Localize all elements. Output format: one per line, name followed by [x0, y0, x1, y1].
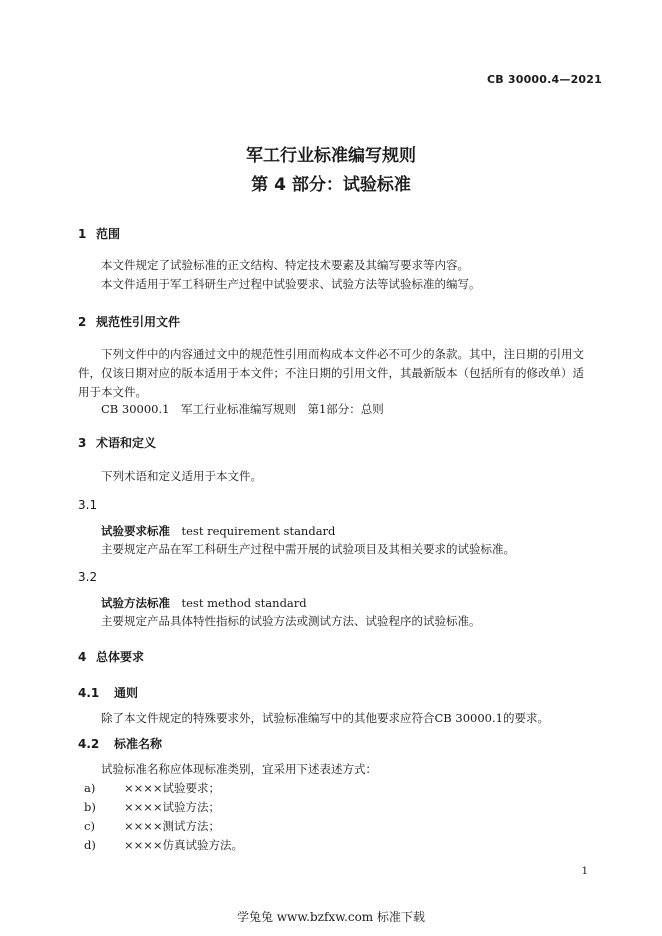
list-item: d) ××××仿真试验方法。	[84, 838, 244, 852]
standard-code: CB 30000.4—2021	[486, 73, 602, 86]
term-3-1-number: 3.1	[78, 498, 98, 512]
list-item: c) ××××测试方法；	[84, 819, 221, 833]
term-english: test requirement standard	[181, 524, 336, 538]
term-3-2-definition: 主要规定产品具体特性指标的试验方法或测试方法、试验程序的试验标准。	[101, 614, 481, 628]
term-english: test method standard	[181, 596, 307, 610]
section-number: 3	[78, 436, 87, 450]
term-3-2-number: 3.2	[78, 570, 98, 584]
list-item: b) ××××试验方法；	[84, 800, 221, 814]
subsection-4-1-heading	[78, 684, 138, 701]
subsection-number: 4.2	[78, 737, 100, 751]
section-2-heading	[78, 313, 180, 330]
subsection-4-2-heading	[78, 735, 162, 752]
list-item: a) ××××试验要求；	[84, 781, 221, 795]
section-title: 总体要求	[96, 650, 145, 664]
document-title: 军工行业标准编写规则	[246, 146, 416, 166]
section-number: 2	[78, 315, 87, 329]
paragraph-title-naming: 试验标准名称应体现标准类别，宜采用下述表述方式：	[101, 762, 377, 776]
term-3-1-definition: 主要规定产品在军工科研生产过程中需开展的试验项目及其相关要求的试验标准。	[101, 542, 515, 556]
paragraph-references: 下列文件中的内容通过文中的规范性引用而构成本文件必不可少的条款。其中，注日期的引用文件，仅该日期对应的版本适用于本文件；不注日期的引用文件，其最新版本（包括所有的修改单）适用于本文件。	[78, 347, 584, 399]
section-title: 范围	[96, 227, 121, 241]
paragraph-scope-2: 本文件适用于军工科研生产过程中试验要求、试验方法等试验标准的编写。	[101, 277, 481, 291]
subsection-title: 通则	[114, 686, 139, 700]
term-name: 试验方法标准	[101, 596, 170, 610]
section-number: 4	[78, 650, 87, 664]
subsection-title: 标准名称	[114, 737, 163, 751]
term-3-2	[101, 595, 307, 611]
section-4-heading	[78, 648, 144, 665]
paragraph-scope-1: 本文件规定了试验标准的正文结构、特定技术要素及其编写要求等内容。	[101, 258, 469, 272]
document-subtitle: 第 4 部分：试验标准	[251, 175, 411, 195]
reference-item: CB 30000.1 军工行业标准编写规则 第1部分：总则	[101, 402, 384, 416]
paragraph-general: 除了本文件规定的特殊要求外，试验标准编写中的其他要求应符合CB 30000.1的要求。	[101, 711, 549, 725]
section-3-heading	[78, 434, 156, 451]
section-title: 规范性引用文件	[96, 315, 181, 329]
page-number: 1	[581, 866, 588, 877]
term-3-1	[101, 523, 335, 539]
section-1-heading	[78, 225, 120, 242]
subsection-number: 4.1	[78, 686, 100, 700]
section-title: 术语和定义	[96, 436, 157, 450]
section-number: 1	[78, 227, 87, 241]
term-name: 试验要求标准	[101, 524, 170, 538]
paragraph-terms: 下列术语和定义适用于本文件。	[101, 469, 262, 483]
footer-watermark: 学兔兔 www.bzfxw.com 标准下载	[236, 910, 426, 924]
